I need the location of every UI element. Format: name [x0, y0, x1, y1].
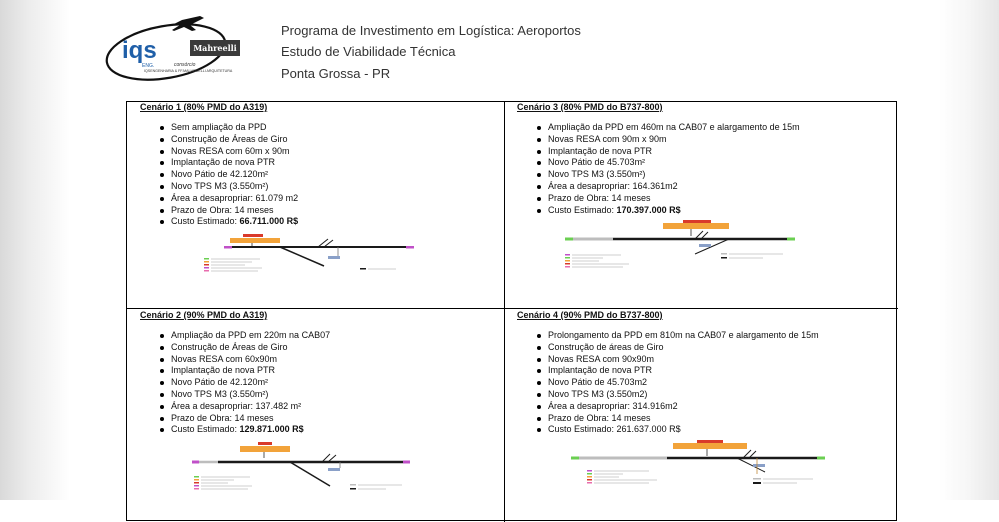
list-item: Custo Estimado: 261.637.000 R$ [517, 424, 819, 436]
apron-block [230, 238, 280, 243]
resa-block [406, 246, 414, 249]
list-item: Prazo de Obra: 14 meses [517, 193, 800, 205]
scenario-4-title: Cenário 4 (90% PMD do B737-800) [517, 310, 663, 320]
list-item: Prazo de Obra: 14 meses [140, 205, 298, 217]
scenario-2-list [140, 330, 330, 436]
list-item: Prolongamento da PPD em 810m na CAB07 e alargamento de 15m [517, 330, 819, 342]
cost-item: Custo Estimado: 129.871.000 R$ [140, 424, 330, 436]
resa-block [817, 457, 825, 460]
scenario-1-title: Cenário 1 (80% PMD do A319) [140, 102, 268, 112]
svg-text:consórcio: consórcio [174, 62, 196, 68]
list-item: Área a desapropriar: 61.079 m2 [140, 193, 298, 205]
list-item: Novo TPS M3 (3.550m2) [517, 389, 819, 401]
scenario-3-panel [517, 102, 895, 307]
scenarios-grid [126, 101, 897, 521]
resa-block [403, 461, 410, 464]
list-item: Novas RESA com 60m x 90m [140, 146, 298, 158]
resa-block [565, 238, 573, 241]
list-item: Implantação de nova PTR [140, 157, 298, 169]
scenario-2-panel [140, 310, 500, 520]
cost-item: Custo Estimado: 66.711.000 R$ [140, 216, 298, 228]
svg-text:IQSENGENHARIA & FF.MALHEGELLI: IQSENGENHARIA & FF.MALHEGELLI ARQUITETURA [144, 69, 233, 73]
list-item: Implantação de nova PTR [517, 146, 800, 158]
cost-value: 129.871.000 R$ [239, 424, 304, 435]
scenario-4-diagram [557, 438, 857, 502]
scenario-3-list [517, 122, 800, 216]
study-title: Estudo de Viabilidade Técnica [281, 44, 456, 59]
grid-divider-vertical [504, 102, 505, 522]
resa-block [571, 457, 579, 460]
scenario-1-diagram [200, 230, 460, 276]
list-item: Novas RESA com 60x90m [140, 354, 330, 366]
terminal-block [697, 440, 723, 443]
list-item: Ampliação da PPD em 220m na CAB07 [140, 330, 330, 342]
list-item: Área a desapropriar: 314.916m2 [517, 401, 819, 413]
svg-text:Mahreelli: Mahreelli [193, 43, 237, 53]
scenario-1-panel [140, 102, 500, 307]
list-item: Novo Pátio de 42.120m² [140, 169, 298, 181]
cost-value: 170.397.000 R$ [616, 204, 681, 215]
airplane-icon [172, 16, 204, 31]
list-item: Novo TPS M3 (3.550m²) [517, 169, 800, 181]
svg-text:iqs: iqs [122, 37, 157, 64]
list-item: Implantação de nova PTR [140, 365, 330, 377]
terminal-block [683, 220, 711, 223]
list-item: Sem ampliação da PPD [140, 122, 298, 134]
apron-block [673, 443, 747, 449]
scenario-1-list [140, 122, 298, 228]
list-item: Construção de áreas de Giro [517, 342, 819, 354]
list-item: Novo Pátio de 45.703m² [517, 157, 800, 169]
list-item: Área a desapropriar: 137.482 m² [140, 401, 330, 413]
scenario-2-diagram [190, 438, 470, 500]
list-item: Novo TPS M3 (3.550m²) [140, 389, 330, 401]
program-title: Programa de Investimento em Logística: Aeroportos [281, 23, 581, 38]
scenario-2-title: Cenário 2 (90% PMD do A319) [140, 310, 268, 320]
resa-block [787, 238, 795, 241]
terminal-block [258, 442, 272, 445]
list-item: Construção de Áreas de Giro [140, 342, 330, 354]
list-item: Prazo de Obra: 14 meses [517, 413, 819, 425]
resa-block [192, 461, 199, 464]
list-item: Área a desapropriar: 164.361m2 [517, 181, 800, 193]
cost-item: Custo Estimado: 170.397.000 R$ [517, 205, 800, 217]
scenario-4-panel [517, 310, 895, 520]
iqs-malhegelli-logo [104, 14, 254, 84]
scenario-3-title: Cenário 3 (80% PMD do B737-800) [517, 102, 663, 112]
page-shadow-left [0, 0, 70, 500]
list-item: Construção de Áreas de Giro [140, 134, 298, 146]
list-item: Ampliação da PPD em 460m na CAB07 e alargamento de 15m [517, 122, 800, 134]
grid-divider-horizontal [127, 308, 898, 309]
list-item: Novas RESA com 90m x 90m [517, 134, 800, 146]
list-item: Implantação de nova PTR [517, 365, 819, 377]
svg-text:ENG.: ENG. [142, 63, 155, 69]
scenario-3-diagram [563, 214, 853, 272]
list-item: Novo TPS M3 (3.550m²) [140, 181, 298, 193]
page-shadow-right [939, 0, 999, 500]
location-title: Ponta Grossa - PR [281, 66, 391, 81]
list-item: Novas RESA com 90x90m [517, 354, 819, 366]
resa-block [224, 246, 232, 249]
scenario-4-list [517, 330, 819, 436]
list-item: Novo Pátio de 42.120m² [140, 377, 330, 389]
cost-value: 66.711.000 R$ [239, 216, 299, 227]
apron-block [240, 446, 290, 452]
list-item: Novo Pátio de 45.703m2 [517, 377, 819, 389]
list-item: Prazo de Obra: 14 meses [140, 413, 330, 425]
terminal-block [243, 234, 263, 237]
apron-block [663, 223, 729, 229]
